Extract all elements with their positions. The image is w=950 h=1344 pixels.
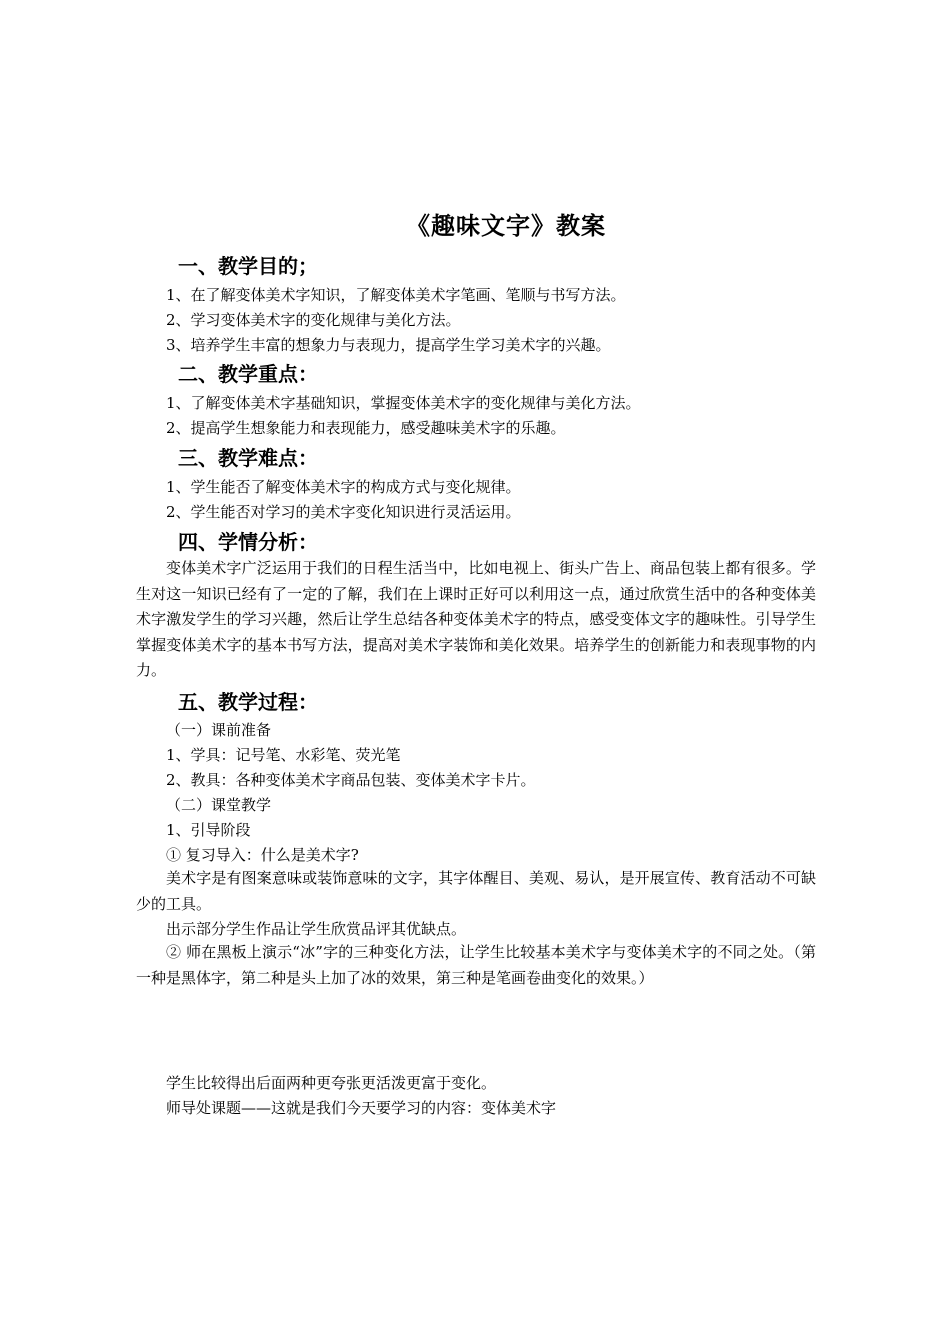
difficulty-item-2: 2、学生能否对学习的美术字变化知识进行灵活运用。: [166, 503, 521, 521]
analysis-paragraph: 变体美术字广泛运用于我们的日程生活当中，比如电视上、街头广告上、商品包装上都有很多。学生对这一知识已经有了一定的了解，我们在上课时正好可以利用这一点，通过欣赏生活中的各种变体美术字激发学生的学习兴趣，然后让学生总结各种变体美术字的特点，感受变体文字的趣味性。引导学生掌握变体美术字的基本书写方法，提高对美术字装饰和美化效果。培养学生的创新能力和表现事物的内力。: [136, 559, 816, 679]
document-title: 《趣味文字》教案: [406, 211, 606, 240]
process-item-student-tools: 1、学具：记号笔、水彩笔、荧光笔: [166, 746, 401, 764]
objective-item-3: 3、培养学生丰富的想象力与表现力，提高学生学习美术字的兴趣。: [166, 336, 611, 354]
show-works-line: 出示部分学生作品让学生欣赏品评其优缺点。: [166, 920, 467, 938]
comparison-line: 学生比较得出后面两种更夸张更活泼更富于变化。: [166, 1074, 497, 1092]
objective-item-2: 2、学习变体美术字的变化规律与美化方法。: [166, 311, 461, 329]
definition-paragraph: 美术字是有图案意味或装饰意味的文字，其字体醒目、美观、易认，是开展宣传、教育活动不可缺少的工具。: [136, 869, 816, 913]
process-item-guide-stage: 1、引导阶段: [166, 821, 251, 839]
process-item-teacher-tools: 2、教具：各种变体美术字商品包装、变体美术字卡片。: [166, 771, 536, 789]
process-item-pre-class: （一）课前准备: [166, 721, 272, 739]
section-heading-analysis: 四、学情分析：: [178, 530, 318, 554]
section-heading-process: 五、教学过程：: [178, 690, 318, 714]
section-heading-difficulties: 三、教学难点：: [178, 446, 318, 470]
section-heading-objectives: 一、教学目的；: [178, 254, 318, 278]
process-item-review: ① 复习导入：什么是美术字?: [166, 846, 359, 864]
demonstration-paragraph: ② 师在黑板上演示“冰”字的三种变化方法，让学生比较基本美术字与变体美术字的不同之处。（第一种是黑体字，第二种是头上加了冰的效果，第三种是笔画卷曲变化的效果。）: [136, 943, 816, 987]
process-item-classroom: （二）课堂教学: [166, 796, 272, 814]
difficulty-item-1: 1、学生能否了解变体美术字的构成方式与变化规律。: [166, 478, 521, 496]
key-point-item-1: 1、了解变体美术字基础知识，掌握变体美术字的变化规律与美化方法。: [166, 394, 641, 412]
key-point-item-2: 2、提高学生想象能力和表现能力，感受趣味美术字的乐趣。: [166, 419, 566, 437]
objective-item-1: 1、在了解变体美术字知识，了解变体美术字笔画、笔顺与书写方法。: [166, 286, 626, 304]
topic-line: 师导处课题——这就是我们今天要学习的内容：变体美术字: [166, 1099, 557, 1117]
section-heading-key-points: 二、教学重点：: [178, 362, 318, 386]
